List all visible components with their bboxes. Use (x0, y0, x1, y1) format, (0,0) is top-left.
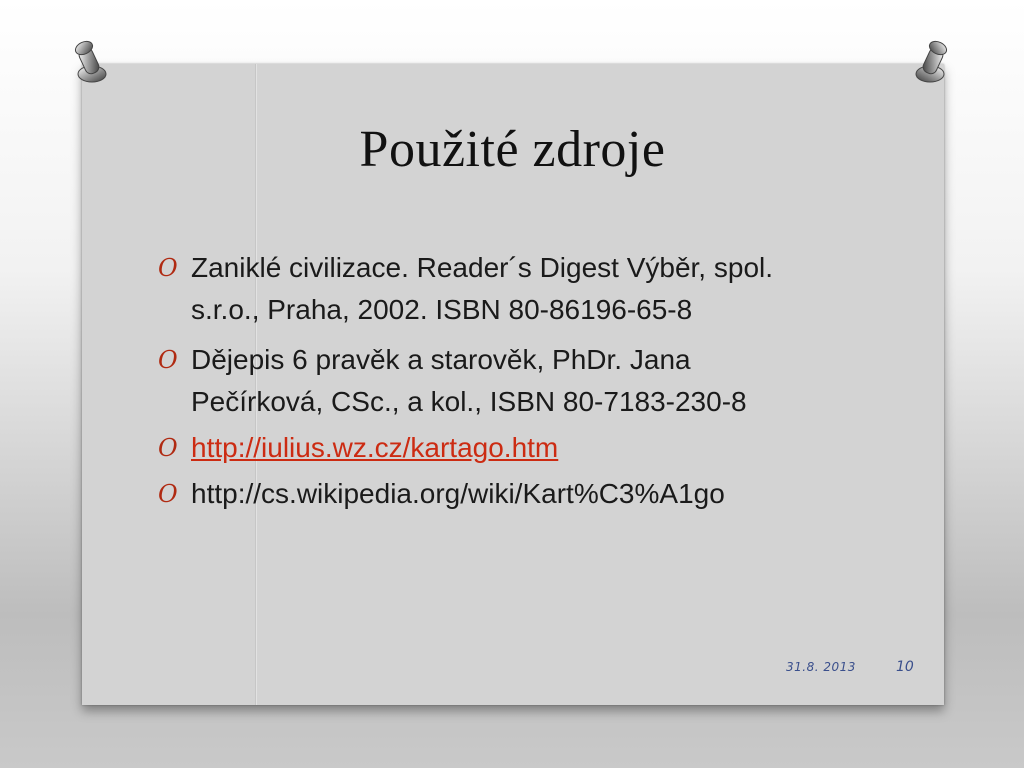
source-item-1 (158, 247, 848, 331)
source-text: http://cs.wikipedia.org/wiki/Kart%C3%A1go (191, 478, 725, 509)
footer-date: 31.8. 2013 (786, 660, 856, 674)
source-text: Zaniklé civilizace. Reader´s Digest Výběr, spol. s.r.o., Praha, 2002. ISBN 80-86196-65-8 (191, 252, 774, 325)
source-item-4 (158, 473, 848, 515)
source-item-2 (158, 339, 848, 423)
source-text: Dějepis 6 pravěk a starověk, PhDr. Jana Pečírková, CSc., a kol., ISBN 80-7183-230-8 (191, 344, 747, 417)
pushpin-icon (914, 38, 954, 86)
source-link[interactable]: http://iulius.wz.cz/kartago.htm (191, 432, 559, 463)
bullet-icon: O (158, 434, 178, 462)
sources-list (158, 247, 848, 523)
bullet-icon: O (158, 346, 178, 374)
slide-title: Použité zdroje (359, 121, 666, 178)
slide-page-number: 10 (896, 659, 914, 675)
source-item-3 (158, 427, 848, 469)
bullet-icon: O (158, 480, 178, 508)
bullet-icon: O (158, 254, 178, 282)
pushpin-icon (68, 38, 108, 86)
